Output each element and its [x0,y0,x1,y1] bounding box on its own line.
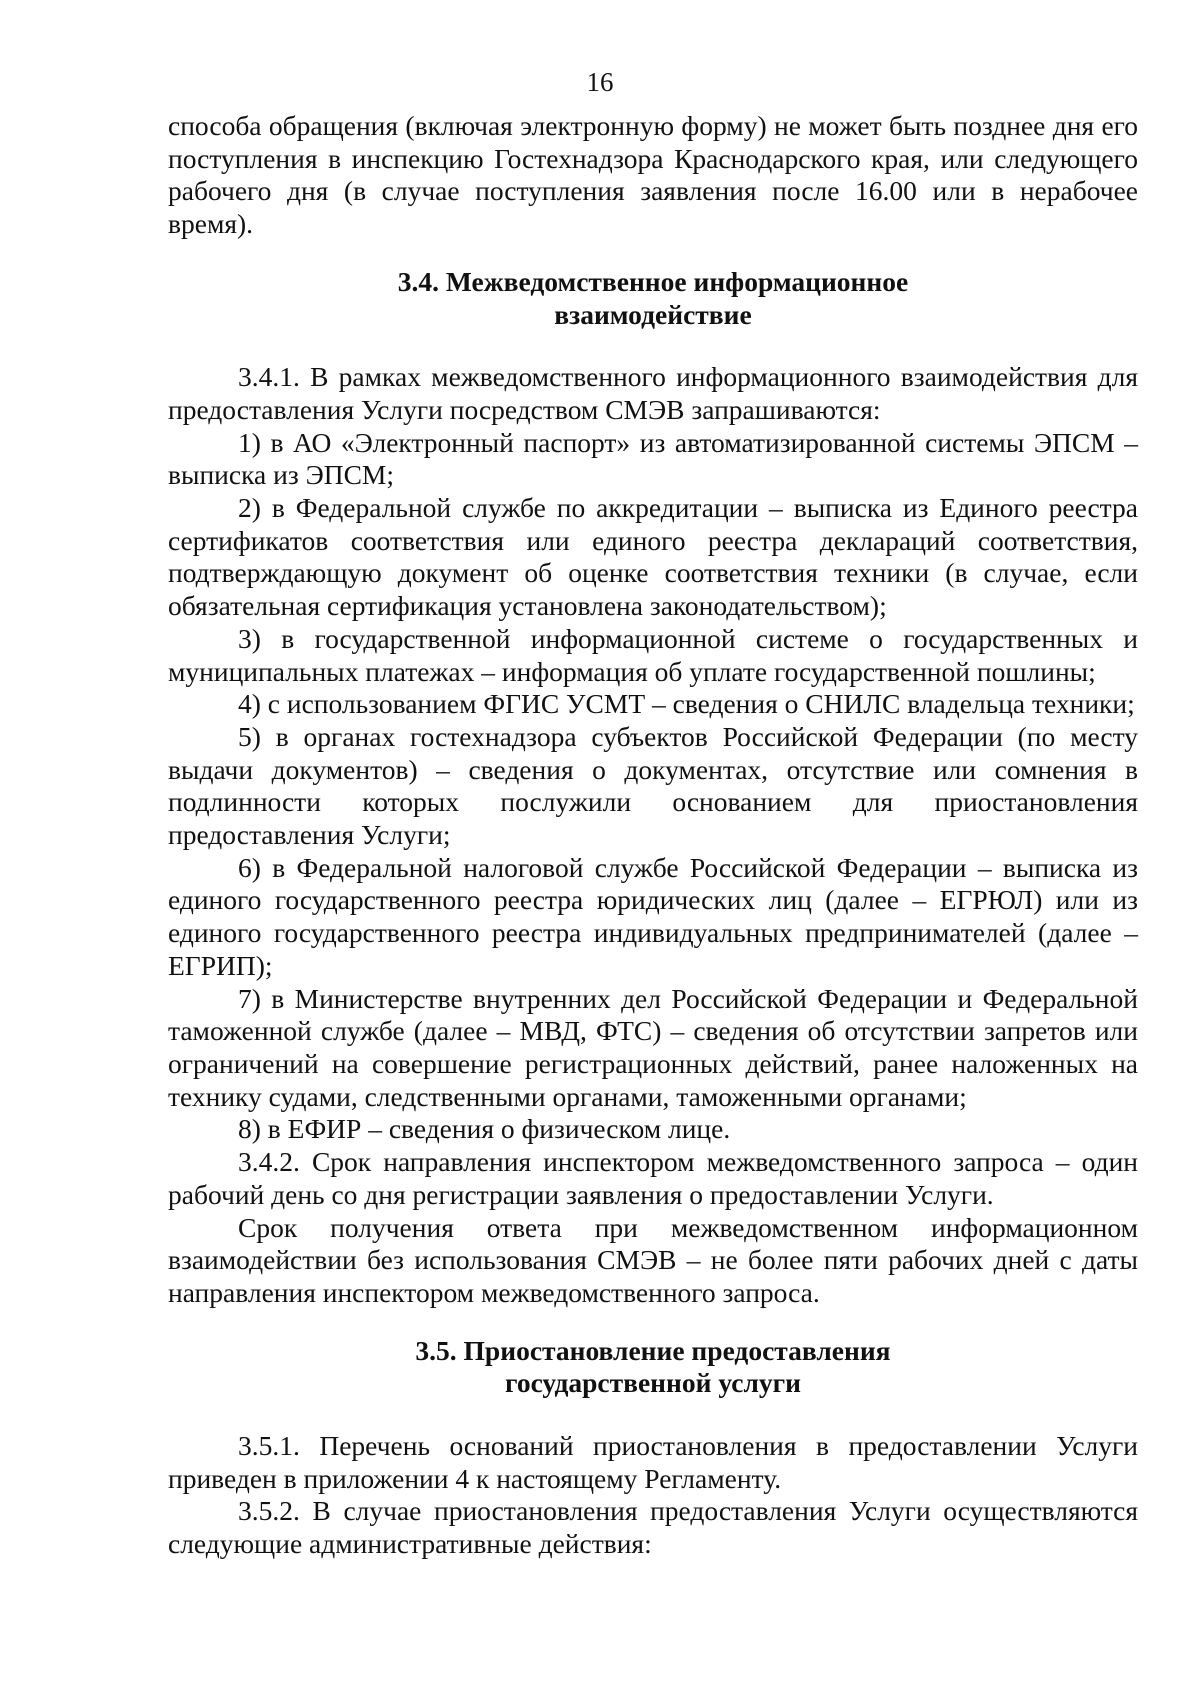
list-item-3: 3) в государственной информационной системе о государственных и муниципальных платежах – информация об уплате государственной пошлины; [168,622,1138,687]
page-number: 16 [586,67,614,97]
paragraph-3-5-1: 3.5.1. Перечень оснований приостановления в предоставлении Услуги приведен в приложении 4 к настоящему Регламенту. [168,1430,1138,1494]
paragraph-3-4-1: 3.4.1. В рамках межведомственного информационного взаимодействия для предоставления Услуги посредством СМЭВ запрашиваются: [168,361,1138,425]
list-item-5: 5) в органах гостехнадзора субъектов Российской Федерации (по месту выдачи документов) – сведения о документах, отсутствие или сомнения в подлинности которых послужили основанием для приостановления предоставления Услуги; [168,720,1138,851]
list-item-8: 8) в ЕФИР – сведения о физическом лице. [238,1113,731,1145]
section-heading-3-5-line2: государственной услуги [505,1367,801,1399]
section-heading-3-4 [168,266,1138,331]
section-heading-3-5-line1: 3.5. Приостановление предоставления [415,1334,891,1366]
paragraph-response-term: Срок получения ответа при межведомственном информационном взаимодействии без использования СМЭВ – не более пяти рабочих дней с даты направления инспектором межведомственного запроса. [168,1211,1138,1308]
list-item-2: 2) в Федеральной службе по аккредитации – выписка из Единого реестра сертификатов соответствия или единого реестра деклараций соответствия, подтверждающую документ об оценке соответствия техники (в случае, если обязательная сертификация установлена законодательством); [168,492,1138,622]
intro-paragraph: способа обращения (включая электронную форму) не может быть позднее дня его поступления в инспекцию Гостехнадзора Краснодарского края, или следующего рабочего дня (в случае поступления заявления после 16.00 или в нерабочее время). [168,110,1138,240]
spacer [168,241,1138,266]
paragraph-3-5-2: 3.5.2. В случае приостановления предоставления Услуги осуществляются следующие административные действия: [168,1495,1138,1560]
list-item-1: 1) в АО «Электронный паспорт» из автоматизированной системы ЭПСМ – выписка из ЭПСМ; [168,426,1138,491]
section-heading-3-4-line2: взаимодействие [554,298,752,330]
section-heading-3-4-line1: 3.4. Межведомственное информационное [397,265,909,297]
list-item-4: 4) с использованием ФГИС УСМТ – сведения о СНИЛС владельца техники; [238,688,1135,720]
spacer [168,331,1138,361]
list-item-7: 7) в Министерстве внутренних дел Российской Федерации и Федеральной таможенной службе (далее – МВД, ФТС) – сведения об отсутствии запретов или ограничений на совершение регистрационных действий, ранее наложенных на технику судами, следственными органами, таможенными органами; [168,982,1138,1112]
section-heading-3-5 [168,1335,1138,1400]
spacer [168,1400,1138,1430]
document-body [168,110,1138,1561]
spacer [168,1310,1138,1335]
paragraph-3-4-2: 3.4.2. Срок направления инспектором межведомственного запроса – один рабочий день со дня регистрации заявления о предоставлении Услуги. [168,1146,1138,1210]
list-item-6: 6) в Федеральной налоговой службе Российской Федерации – выписка из единого государственного реестра юридических лиц (далее – ЕГРЮЛ) или из единого государственного реестра индивидуальных предпринимателей (далее – ЕГРИП); [168,851,1138,981]
